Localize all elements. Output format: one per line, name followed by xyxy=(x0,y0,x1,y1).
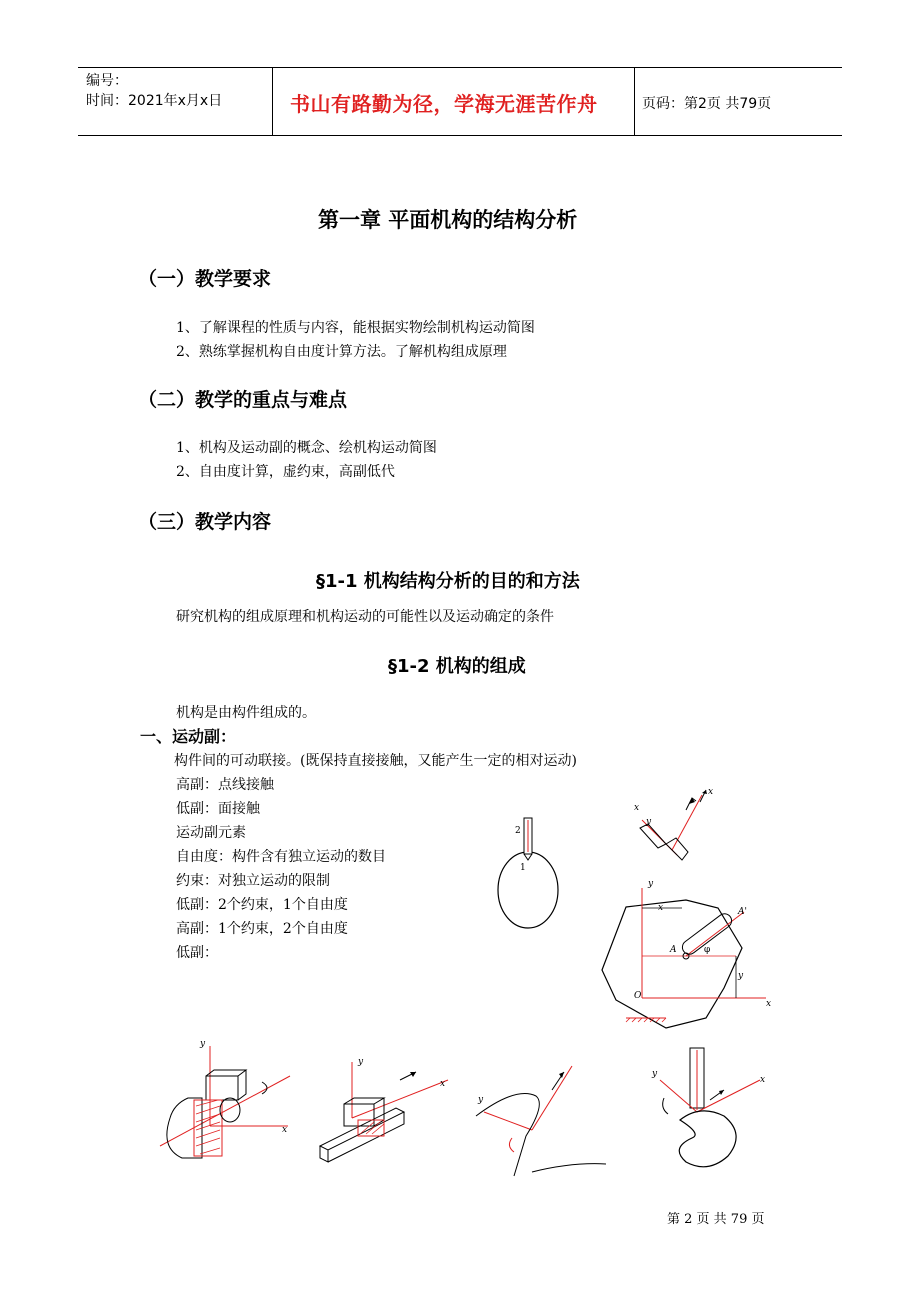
svg-text:y: y xyxy=(358,1057,364,1067)
svg-text:A: A xyxy=(670,945,677,955)
subsection-title-1-2: §1-2 机构的组成 xyxy=(388,656,526,677)
definition-line: 低副： xyxy=(176,945,218,961)
definition-line: 高副：点线接触 xyxy=(176,777,274,793)
higher-pair-curve-figure xyxy=(462,1050,612,1180)
list-item: 2、自由度计算，虚约束，高副低代 xyxy=(176,464,395,480)
definition-line: 低副：面接触 xyxy=(176,801,260,817)
header-page-label: 页码：第2页 共79页 xyxy=(642,96,772,112)
subsection-text-1-2: 机构是由构件组成的。 xyxy=(176,705,316,721)
svg-text:x: x xyxy=(658,903,664,913)
section-title-key-points: （二）教学的重点与难点 xyxy=(138,389,348,411)
list-item: 1、了解课程的性质与内容，能根据实物绘制机构运动简图 xyxy=(176,320,535,336)
svg-text:A': A' xyxy=(738,907,747,917)
kinematic-pair-definition: 构件间的可动联接。(既保持直接接触，又能产生一定的相对运动) xyxy=(174,753,577,769)
kinematic-pair-heading: 一、运动副： xyxy=(140,727,237,746)
svg-text:y: y xyxy=(738,971,744,981)
label-2: 2 xyxy=(515,826,521,836)
definition-line: 运动副元素 xyxy=(176,825,246,841)
definition-line: 低副：2个约束，1个自由度 xyxy=(176,897,348,913)
header-code-label: 编号： xyxy=(86,73,128,89)
svg-text:x: x xyxy=(766,999,772,1009)
header-motto: 书山有路勤为径，学海无涯苦作舟 xyxy=(290,92,598,116)
svg-text:y: y xyxy=(652,1069,658,1079)
svg-text:x: x xyxy=(760,1075,766,1085)
subsection-text-1-1: 研究机构的组成原理和机构运动的可能性以及运动确定的条件 xyxy=(176,609,554,625)
svg-text:y: y xyxy=(200,1039,206,1049)
svg-text:x: x xyxy=(282,1125,288,1135)
header-bottom-rule xyxy=(78,135,842,136)
svg-text:x: x xyxy=(708,787,714,797)
header-divider-1 xyxy=(272,67,273,135)
section-title-requirements: （一）教学要求 xyxy=(138,268,272,290)
label-1: 1 xyxy=(520,863,526,873)
chapter-title: 第一章 平面机构的结构分析 xyxy=(318,208,578,232)
higher-pair-cam-figure xyxy=(650,1040,780,1180)
rotating-link-figure xyxy=(596,872,782,1034)
definition-line: 高副：1个约束，2个自由度 xyxy=(176,921,348,937)
svg-text:y: y xyxy=(646,817,652,827)
page-footer: 第 2 页 共 79 页 xyxy=(667,1212,765,1227)
svg-text:O: O xyxy=(634,991,642,1001)
svg-text:x: x xyxy=(634,803,640,813)
definition-line: 约束：对独立运动的限制 xyxy=(176,873,330,889)
list-item: 2、熟练掌握机构自由度计算方法。了解机构组成原理 xyxy=(176,344,507,360)
pin-slider-figure xyxy=(622,780,732,875)
subsection-title-1-1: §1-1 机构结构分析的目的和方法 xyxy=(316,571,580,592)
header-divider-2 xyxy=(634,67,635,135)
cam-follower-figure xyxy=(490,810,570,935)
definition-line: 自由度：构件含有独立运动的数目 xyxy=(176,849,386,865)
prismatic-pair-figure xyxy=(300,1050,455,1170)
svg-text:x: x xyxy=(440,1079,446,1089)
header-top-rule xyxy=(78,67,842,68)
revolute-pair-figure xyxy=(150,1036,295,1171)
svg-text:y: y xyxy=(648,879,654,889)
list-item: 1、机构及运动副的概念、绘机构运动简图 xyxy=(176,440,437,456)
header-time-label: 时间：2021年x月x日 xyxy=(86,93,223,109)
svg-text:φ: φ xyxy=(704,945,711,955)
section-title-content: （三）教学内容 xyxy=(138,511,272,533)
svg-text:y: y xyxy=(478,1095,484,1105)
